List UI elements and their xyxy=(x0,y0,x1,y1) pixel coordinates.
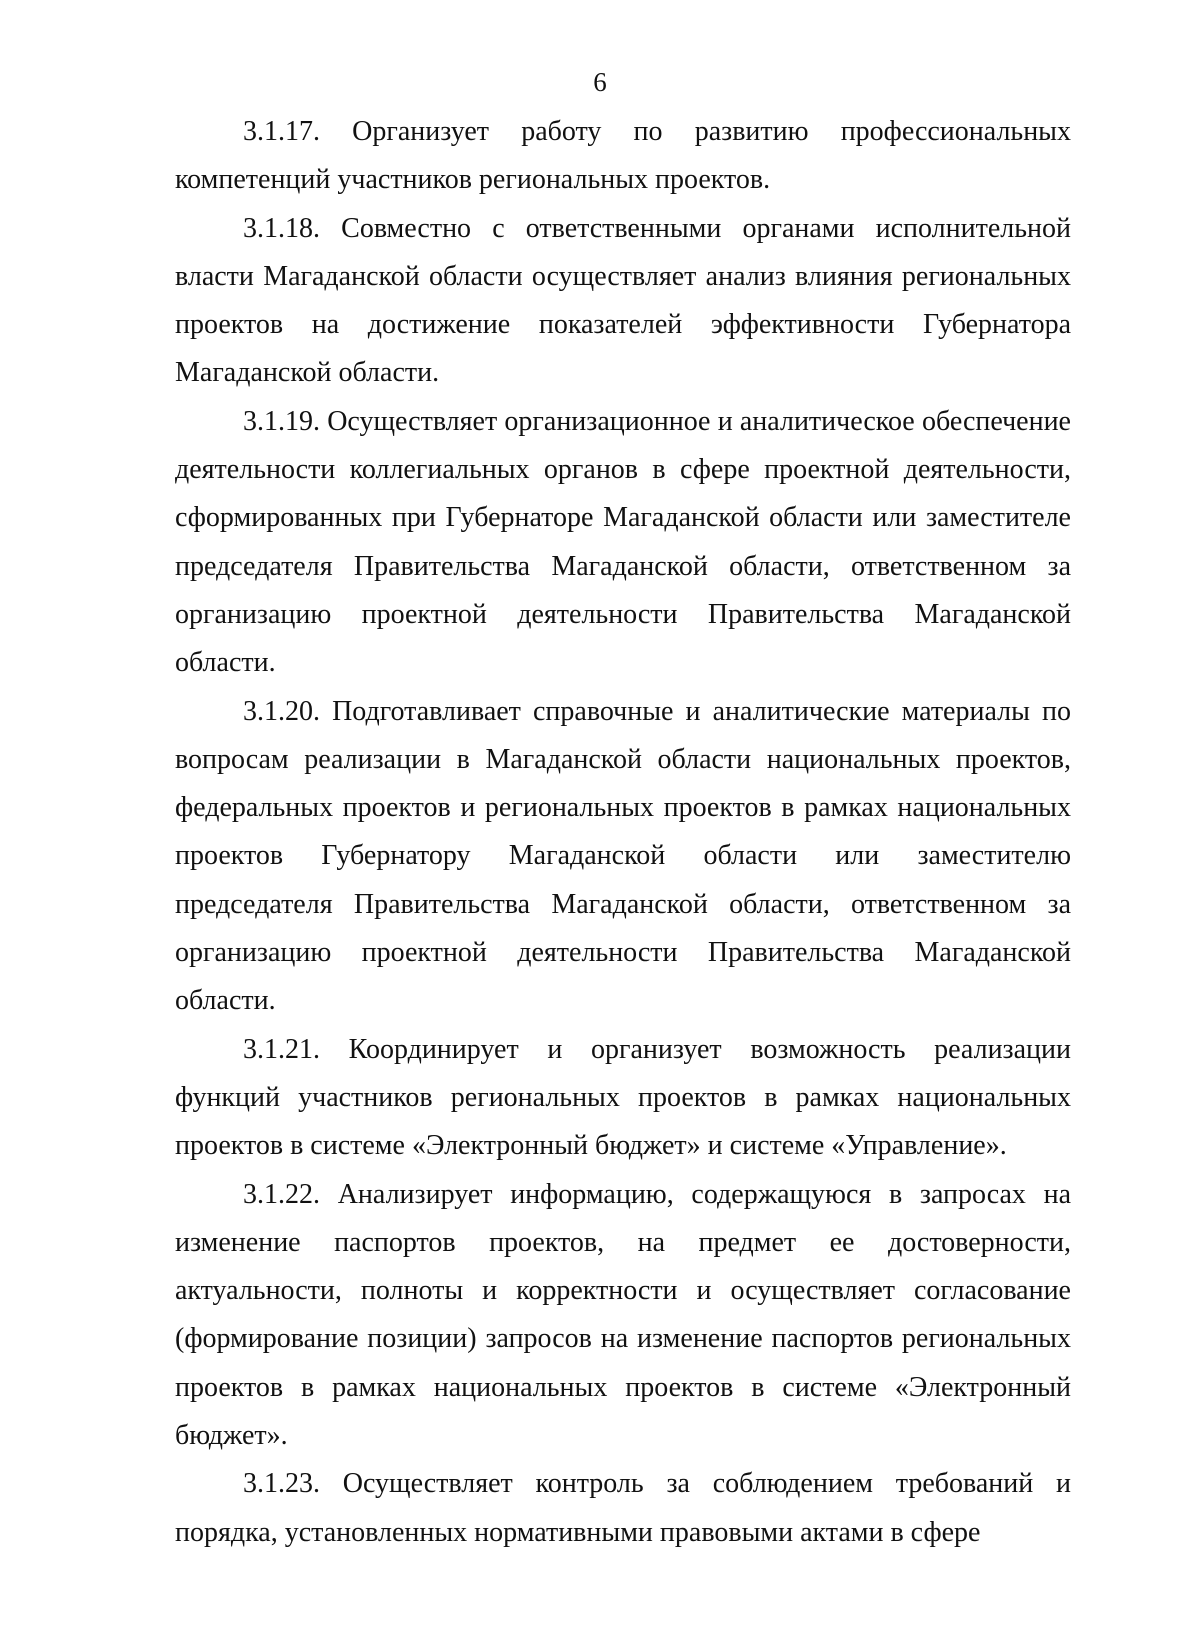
paragraph-3-1-18: 3.1.18. Совместно с ответственными органами исполнительной власти Магаданской области осуществляет анализ влияния региональных проектов на достижение показателей эффективности Губернатора Магаданской области. xyxy=(175,212,1071,389)
paragraph-3-1-17: 3.1.17. Организует работу по развитию профессиональных компетенций участников региональных проектов. xyxy=(175,116,1071,196)
paragraph-3-1-21: 3.1.21. Координирует и организует возможность реализации функций участников региональных проектов в рамках национальных проектов в системе «Электронный бюджет» и системе «Управление». xyxy=(175,1033,1071,1162)
paragraph-3-1-19: 3.1.19. Осуществляет организационное и аналитическое обеспечение деятельности коллегиальных органов в сфере проектной деятельности, сформированных при Губернаторе Магаданской области или заместителе председателя Правительства Магаданской области, ответственном за организацию проектной деятельности Правительства Магаданской области. xyxy=(175,405,1071,679)
paragraph-3-1-22: 3.1.22. Анализирует информацию, содержащуюся в запросах на изменение паспортов проектов, на предмет ее достоверности, актуальности, полноты и корректности и осуществляет согласование (формирование позиции) запросов на изменение паспортов региональных проектов в рамках национальных проектов в системе «Электронный бюджет». xyxy=(175,1178,1071,1452)
paragraph-3-1-20: 3.1.20. Подготавливает справочные и аналитические материалы по вопросам реализации в Магаданской области национальных проектов, федеральных проектов и региональных проектов в рамках национальных проектов Губернатору Магаданской области или заместителю председателя Правительства Магаданской области, ответственном за организацию проектной деятельности Правительства Магаданской области. xyxy=(175,695,1071,1017)
paragraph-3-1-23: 3.1.23. Осуществляет контроль за соблюдением требований и порядка, установленных нормативными правовыми актами в сфере xyxy=(175,1468,1071,1548)
page-number: 6 xyxy=(593,67,607,97)
document-body xyxy=(175,108,1071,1557)
